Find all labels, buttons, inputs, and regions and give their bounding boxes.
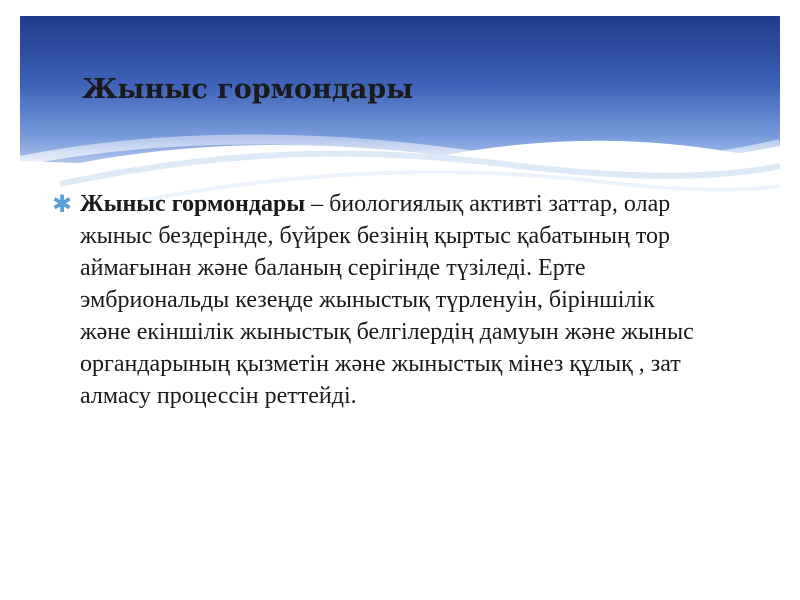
bullet-term: Жыныс гормондары: [80, 191, 306, 217]
bullet-list: [52, 188, 702, 412]
bullet-item: [80, 188, 702, 412]
bullet-body: – биологиялық активті заттар, олар жыныс бездерінде, бүйрек безінің қыртыс қабатының тор аймағынан және баланың серігінде түзіледі. Ерте эмбриональды кезеңде жыныстық түрленуін, біріншілік және екіншілік жыныстық белгілердің дамуын және жыныс органдарының қызметін және жыныстық мінез құлық , зат алмасу процессін реттейді.: [80, 191, 694, 409]
header-wave-background: [20, 16, 780, 216]
slide-title: Жыныс гормондары: [82, 74, 414, 105]
asterisk-bullet-icon: ✱: [52, 190, 73, 218]
